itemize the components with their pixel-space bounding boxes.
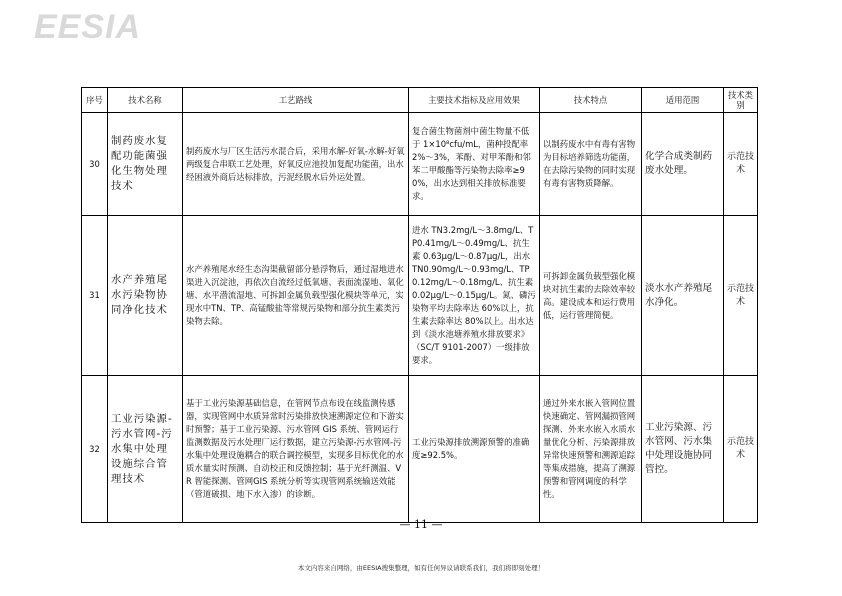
row-scope: 淡水水产养殖尾水净化。 [642, 216, 724, 376]
table-row [82, 376, 758, 523]
header-route: 工艺路线 [183, 88, 409, 113]
row-effect: 工业污染源排放溯源预警的准确度≥92.5%。 [409, 376, 540, 523]
header-category: 技术类别 [724, 88, 758, 113]
row-feature: 通过外来水嵌入管网位置快速确定、管网漏损管网探测、外来水嵌入水质水量优化分析、污染源排放异常快速预警和溯源追踪等集成措施，提高了溯源预警和管网调度的科学性。 [540, 376, 642, 523]
row-no: 31 [82, 216, 108, 376]
footer-disclaimer: 本文内容来自网络，由EESIA搜集整理，如有任何异议请联系我们，我们将即刻处理！ [297, 564, 545, 572]
table-row [82, 113, 758, 216]
row-feature: 以制药废水中有毒有害物为目标培养筛选功能菌，在去除污染物的同时实现有毒有害物质降解。 [540, 113, 642, 216]
row-scope: 化学合成类制药废水处理。 [642, 113, 724, 216]
table-header-row [82, 88, 758, 113]
row-name: 水产养殖尾水污染物协同净化技术 [108, 216, 183, 376]
eesia-logo: EESIA [34, 8, 142, 46]
row-route: 基于工业污染源基础信息，在管网节点布设在线监测传感器，实现管网中水质异常时污染排放快速溯源定位和下游实时预警；基于工业污染源、污水管网 GIS 系统、管网运行监测数据及污水处理厂运行数据，建立污染源-污水管网-污水集中处理设施耦合的联合调控模型，实现多目标优化的水质水量实时预测、自动校正和反馈控制；基于光纤测温、VR 智能探测、管网GIS 系统分析等实现管网系统输送效能（管道破损、地下水入渗）的诊断。 [183, 376, 409, 523]
row-name: 制药废水复配功能菌强化生物处理技术 [108, 113, 183, 216]
page-number: — 11 — [399, 518, 443, 531]
header-feature: 技术特点 [540, 88, 642, 113]
header-effect: 主要技术指标及应用效果 [409, 88, 540, 113]
row-effect: 进水 TN3.2mg/L～3.8mg/L、TP0.41mg/L～0.49mg/L、抗生素 0.63μg/L～0.87μg/L，出水 TN0.90mg/L～0.93mg/L、TP0.12mg/L～0.18mg/L、抗生素 0.02μg/L～0.15μg/L。氮、磷污染物平均去除率达 60%以上，抗生素去除率达 80%以上。出水达到《淡水池塘养殖水排放要求》（SC/T 9101-2007）一级排放要求。 [409, 216, 540, 376]
row-no: 32 [82, 376, 108, 523]
table-row [82, 216, 758, 376]
row-feature: 可拆卸金属负载型强化模块对抗生素的去除效率较高。建设成本和运行费用低，运行管理简便。 [540, 216, 642, 376]
header-name: 技术名称 [108, 88, 183, 113]
row-category: 示范技术 [724, 113, 758, 216]
row-route: 水产养殖尾水经生态沟渠截留部分悬浮物后，通过湿地进水渠进入沉淀池，再依次自流经过低氧塘、表面流湿地、氧化塘、水平潜流湿地、可拆卸金属负载型强化模块等单元，实现水中TN、TP、高锰酸盐等常规污染物和部分抗生素类污染物去除。 [183, 216, 409, 376]
row-category: 示范技术 [724, 376, 758, 523]
row-effect: 复合菌生物菌剂中菌生物量不低于 1×10⁸cfu/mL，菌种投配率 2%～3%，苯酚、对甲苯酚和邻苯二甲酸酯等污染物去除率≥90%，出水达到相关排放标准要求。 [409, 113, 540, 216]
header-no: 序号 [82, 88, 108, 113]
header-scope: 适用范围 [642, 88, 724, 113]
row-scope: 工业污染源、污水管网、污水集中处理设施协同管控。 [642, 376, 724, 523]
row-name: 工业污染源-污水管网-污水集中处理设施综合管理技术 [108, 376, 183, 523]
row-route: 制药废水与厂区生活污水混合后，采用水解-好氧-水解-好氧两级复合串联工艺处理，好氧反应池投加复配功能菌，出水经困液外商后达标排放，污泥经脱水后外运处置。 [183, 113, 409, 216]
row-no: 30 [82, 113, 108, 216]
row-category: 示范技术 [724, 216, 758, 376]
technology-table [81, 87, 758, 523]
